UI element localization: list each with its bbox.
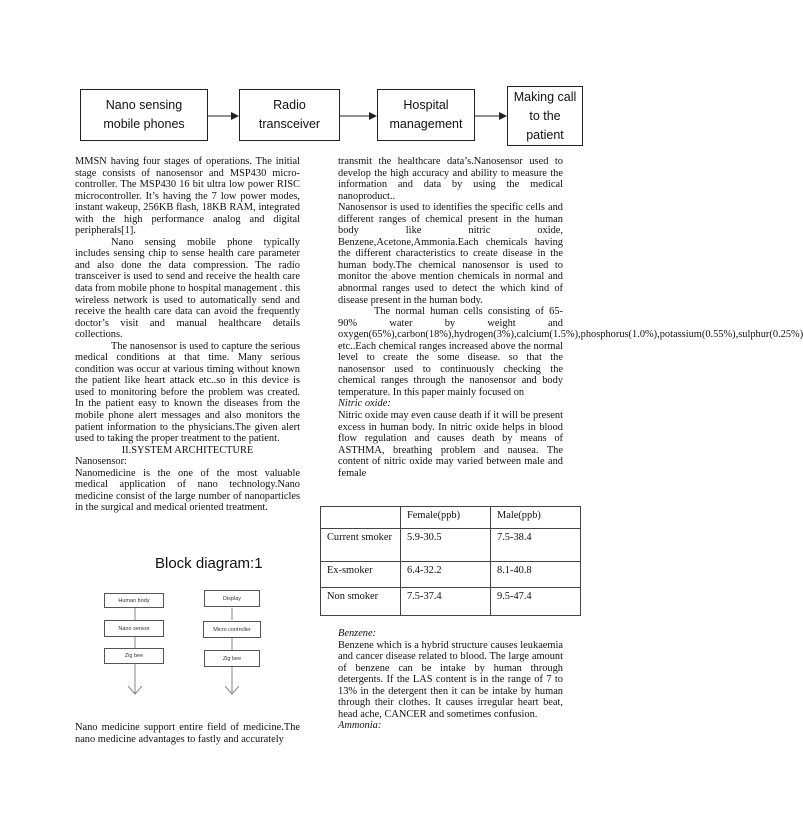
table-cell: 8.1-40.8 (491, 562, 581, 588)
left-para-3: The nanosensor is used to capture the serious medical conditions at that time. Many serious condition was occur at various timing without known the patient like heart attack etc..so in this device is used to monitoring before the problem was created. In the patient easy to known the diseases from the mobile phone alert messages and also monitors the patient information to the physicians.The given alert used to taking the proper treatment to the patient. (75, 340, 300, 445)
flow-box-radio-transceiver: Radio transceiver (239, 89, 340, 141)
block-nano-sensor: Nano sensor (104, 620, 164, 637)
table-header-cell: Male(ppb) (491, 507, 581, 529)
right-column-bottom (338, 628, 563, 732)
right-para-4: Nitric oxide may even cause death if it will be present excess in human body. In nitric oxide helps in blood flow regulation and causes death by means of ASTHMA, breathing problem and nausea. The content of nitric oxide may varied between male and female (338, 410, 563, 479)
flow-box-nano-sensing: Nano sensing mobile phones (80, 89, 208, 141)
table-cell: 6.4-32.2 (401, 562, 491, 588)
section-heading: II.SYSTEM ARCHITECTURE (121, 444, 254, 456)
ammonia-heading: Ammonia: (338, 720, 382, 732)
table-cell: 7.5-37.4 (401, 588, 491, 616)
block-zigbee-left: Zig bee (104, 648, 164, 664)
left-para-4: Nanomedicine is the one of the most valuable medical application of nano technology.Nano medicine consist of the large number of nanoparticles in the surgical and medical oriented treatment. (75, 467, 300, 514)
flow-box-making-call: Making call to the patient (507, 86, 583, 146)
benzene-heading: Benzene: (338, 628, 377, 639)
table-cell: Non smoker (321, 588, 401, 616)
left-para-5: Nano medicine support entire field of medicine.The nano medicine advantages to fastly and accurately (75, 722, 300, 745)
flow-box-hospital-management: Hospital management (377, 89, 475, 141)
nanosensor-subheading: Nanosensor: (75, 456, 127, 468)
table-cell: 9.5-47.4 (491, 588, 581, 616)
nitric-oxide-table (320, 506, 581, 616)
left-column-bottom (75, 722, 300, 745)
block-human-body: Human body (104, 593, 164, 608)
right-para-5: Benzene which is a hybrid structure causes leukaemia and cancer disease related to blood. The large amount of benzene can be intake by human through detergents. If the LAS content is in the range of 7 to 13% in the detergent then it can be intake by human through their clothes. It causes irregular heart beat, head ache, CANCER and sometimes confusion. (338, 639, 563, 720)
right-para-2: Nanosensor is used to identifies the specific cells and different ranges of chemical present in the human body like nitric oxide, Benzene,Acetone,Ammonia.Each chemicals having the different characteristics to create disease in the human body.The chemical nanosensor is used to monitor the above mention chemicals in normal and abnormal ranges used to detect the which kind of disease present in the human body. (338, 202, 563, 306)
table-cell: Ex-smoker (321, 562, 401, 588)
block-display: Display (204, 590, 260, 607)
table-cell: 7.5-38.4 (491, 529, 581, 562)
block-micro-controller: Micro controller (203, 621, 261, 638)
table-row (321, 588, 581, 616)
right-para-1: transmit the healthcare data’s.Nanosensor used to develop the high accuracy and ability to measure the information and data by using the medical nanoproduct.. (338, 156, 563, 202)
table-header-cell: Female(ppb) (401, 507, 491, 529)
nitric-oxide-heading: Nitric oxide: (338, 398, 391, 410)
block-zigbee-right: Zig bee (204, 650, 260, 667)
left-para-2: Nano sensing mobile phone typically includes sensing chip to sense health care parameter and also done the data compression. The radio transceiver is used to send and receive the health care data from mobile phone to hospital management . this wireless network is used to automatically send and receive the health care data can avoid the frequently doctor’s visit and manual healthcare details collections. (75, 236, 300, 341)
table-cell: Current smoker (321, 529, 401, 562)
table-row (321, 529, 581, 562)
table-header-cell (321, 507, 401, 529)
table-row (321, 562, 581, 588)
block-diagram-title: Block diagram:1 (155, 555, 263, 572)
right-para-3: The normal human cells consisting of 65-90% water by weight and oxygen(65%),carbon(18%),hydrogen(3%),calcium(1.5%),phosphorus(1.0%),potassium(0.55%),sulphur(0.25%) etc..Each chemical ranges increased above the normal level to create the some disease. so that the nanosensor used to continuously checking the chemical ranges through the nanosensor and body temperature. In this paper mainly focused on (338, 306, 803, 398)
left-para-1: MMSN having four stages of operations. The initial stage consists of nanosensor and MSP430 micro-controller. The MSP430 16 bit ultra low power RISC microcontroller. It’s having the 7 low power modes, instant wakeup, 256KB flash, 18KB RAM, integrated with the high performance analog and digital peripherals[1]. (75, 156, 300, 237)
table-header-row (321, 507, 581, 529)
table-cell: 5.9-30.5 (401, 529, 491, 562)
right-column (338, 156, 803, 479)
